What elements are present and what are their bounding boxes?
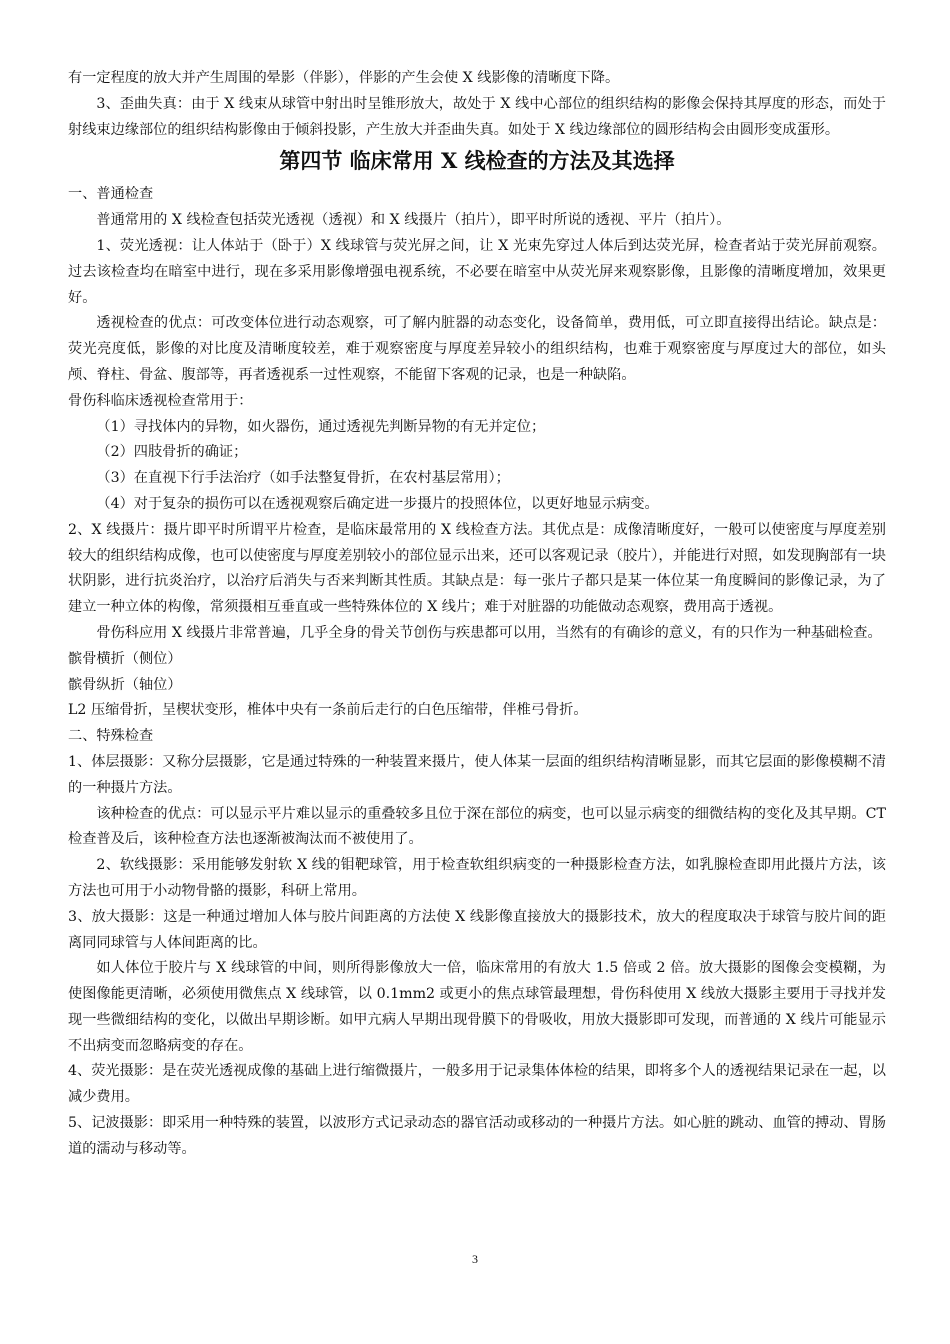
paragraph: 透视检查的优点：可改变体位进行动态观察，可了解内脏器的动态变化，设备简单，费用低，可立即直接得出结论。缺点是：荧光亮度低，影像的对比度及清晰度较差，难于观察密度与厚度差异较小的组织结构，也难于观察密度与厚度过大的部位，如头颅、脊柱、骨盆、腹部等，再者透视系一过性观察，不能留下客观的记录，也是一种缺陷。 [68,315,886,383]
section-title: 第四节 临床常用 X 线检查的方法及其选择 [279,148,675,174]
paragraph: 1、体层摄影：又称分层摄影，它是通过特殊的一种装置来摄片，使人体某一层面的组织结构清晰显影，而其它层面的影像模糊不清的一种摄片方法。 [68,753,886,796]
page-number: 3 [472,1252,478,1266]
paragraph: 如人体位于胶片与 X 线球管的中间，则所得影像放大一倍，临床常用的有放大 1.5 倍或 2 倍。放大摄影的图像会变模糊，为使图像能更清晰，必须使用微焦点 X 线球管，以 0.1mm2 或更小的焦点球管最理想，骨伤科使用 X 线放大摄影主要用于寻找并发现一些微细结构的变化，以做出早期诊断。如甲亢病人早期出现骨膜下的骨吸收，用放大摄影即可发现，而普通的 X 线片可能显示不出病变而忽略病变的存在。 [68,960,886,1054]
paragraph: 2、X 线摄片：摄片即平时所谓平片检查，是临床最常用的 X 线检查方法。其优点是：成像清晰度好，一般可以使密度与厚度差别较大的组织结构成像，也可以使密度与厚度差别较小的部位显示出来，还可以客观记录（胶片），并能进行对照，如发现胸部有一块状阴影，进行抗炎治疗，以治疗后消失与否来判断其性质。其缺点是：每一张片子都只是某一体位某一角度瞬间的影像记录，为了建立一种立体的构像，常须摄相互垂直或一些特殊体位的 X 线片；难于对脏器的功能做动态观察，费用高于透视。 [68,521,886,616]
list-item: （2）四肢骨折的确证； [96,444,248,461]
paragraph: 骨伤科临床透视检查常用于： [68,392,253,409]
caption-line: 髌骨纵折（轴位） [68,676,182,693]
paragraph: 4、荧光摄影：是在荧光透视成像的基础上进行缩微摄片，一般多用于记录集体体检的结果，即将多个人的透视结果记录在一起，以减少费用。 [68,1063,886,1106]
paragraph: 有一定程度的放大并产生周围的晕影（伴影），伴影的产生会使 X 线影像的清晰度下降。 [68,70,620,86]
list-item: （3）在直视下行手法治疗（如手法整复骨折，在农村基层常用）； [96,470,510,487]
paragraph: 普通常用的 X 线检查包括荧光透视（透视）和 X 线摄片（拍片），即平时所说的透视、平片（拍片）。 [96,212,731,229]
subheading: 一、普通检查 [68,186,154,203]
subheading: 二、特殊检查 [68,728,154,745]
paragraph: 1、荧光透视：让人体站于（卧于）X 线球管与荧光屏之间，让 X 光束先穿过人体后到达荧光屏，检查者站于荧光屏前观察。过去该检查均在暗室中进行，现在多采用影像增强电视系统，不必要在暗室中从荧光屏来观察影像，且影像的清晰度增加，效果更好。 [68,237,886,306]
list-item: （4）对于复杂的损伤可以在透视观察后确定进一步摄片的投照体位，以更好地显示病变。 [96,495,659,512]
paragraph: 骨伤科应用 X 线摄片非常普遍，几乎全身的骨关节创伤与疾患都可以用，当然有的有确诊的意义，有的只作为一种基础检查。 [96,624,882,641]
paragraph: 3、歪曲失真：由于 X 线束从球管中射出时呈锥形放大，故处于 X 线中心部位的组织结构的影像会保持其厚度的形态，而处于射线束边缘部位的组织结构影像由于倾斜投影，产生放大并歪曲失真。如处于 X 线边缘部位的圆形结构会由圆形变成蛋形。 [68,95,886,138]
document-body [68,66,886,1163]
paragraph: 5、记波摄影：即采用一种特殊的装置，以波形方式记录动态的器官活动或移动的一种摄片方法。如心脏的跳动、血管的搏动、胃肠道的濡动与移动等。 [68,1115,886,1157]
paragraph: 该种检查的优点：可以显示平片难以显示的重叠较多且位于深在部位的病变，也可以显示病变的细微结构的变化及其早期。CT 检查普及后，该种检查方法也逐渐被淘汰而不被使用了。 [68,805,886,848]
paragraph: 2、软线摄影：采用能够发射软 X 线的钼靶球管，用于检查软组织病变的一种摄影检查方法，如乳腺检查即用此摄片方法，该方法也可用于小动物骨骼的摄影，科研上常用。 [68,857,886,899]
caption-line: 髌骨横折（侧位） [68,650,182,667]
list-item: （1）寻找体内的异物，如火器伤，通过透视先判断异物的有无并定位； [96,418,546,435]
paragraph: 3、放大摄影：这是一种通过增加人体与胶片间距离的方法使 X 线影像直接放大的摄影技术，放大的程度取决于球管与胶片间的距离同同球管与人体间距离的比。 [68,908,886,951]
caption-line: L2 压缩骨折，呈楔状变形，椎体中央有一条前后走行的白色压缩带，伴椎弓骨折。 [68,702,588,719]
